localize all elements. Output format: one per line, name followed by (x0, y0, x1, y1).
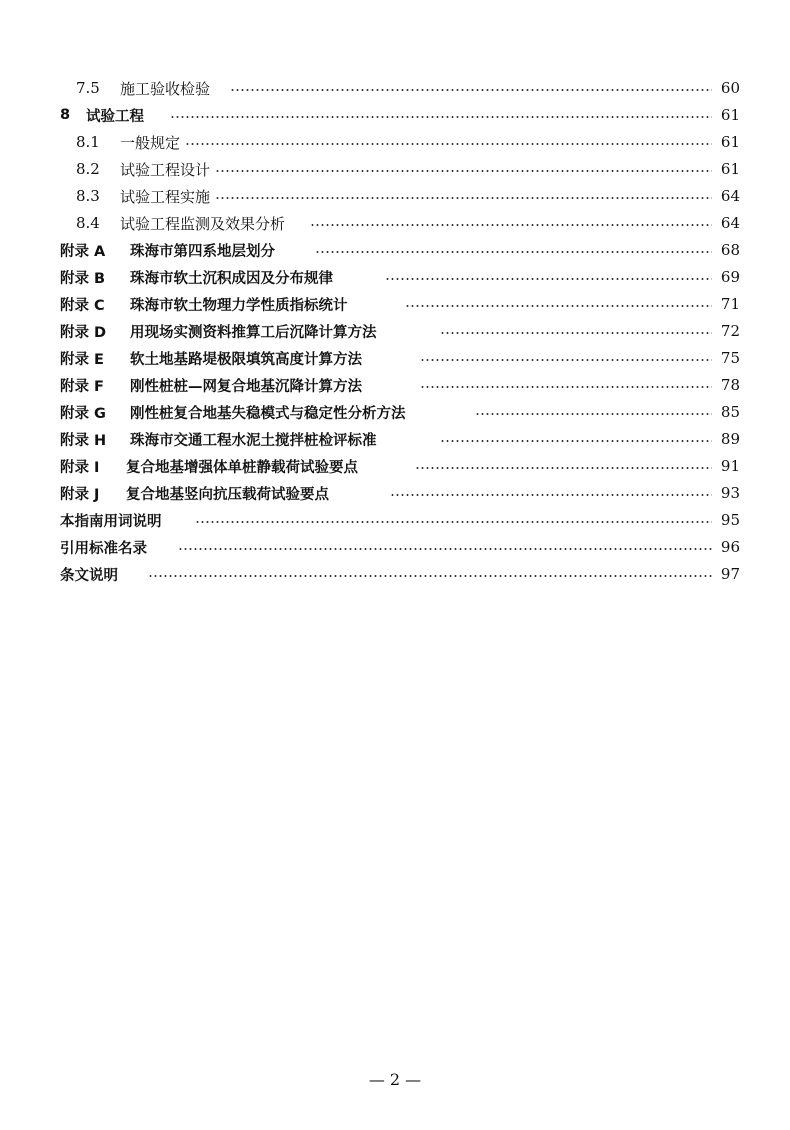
toc-section-title: 珠海市交通工程水泥土搅拌桩检评标准 (130, 429, 380, 450)
toc-leader-dots (170, 116, 712, 118)
toc-section-title: 引用标准名录 (60, 537, 150, 558)
toc-section-number: 附录 I (60, 459, 100, 476)
toc-entry[interactable] (0, 427, 790, 451)
toc-page-number: 60 (718, 79, 740, 97)
toc-entry[interactable] (0, 481, 790, 505)
toc-section-title: 珠海市软土物理力学性质指标统计 (130, 294, 351, 315)
toc-section-title: 试验工程实施 (120, 186, 213, 207)
toc-page-number: 64 (718, 214, 740, 232)
toc-page-number: 61 (718, 106, 740, 124)
toc-section-title: 施工验收检验 (120, 78, 213, 99)
toc-entry[interactable] (0, 292, 790, 316)
toc-section-number: 8.2 (76, 160, 100, 178)
toc-page-number: 85 (718, 403, 740, 421)
toc-section-number: 附录 E (60, 351, 104, 368)
toc-section-number: 7.5 (76, 79, 100, 97)
toc-page-number: 89 (718, 430, 740, 448)
toc-leader-dots (185, 143, 712, 145)
toc-leader-dots (148, 575, 712, 577)
toc-section-number: 附录 G (60, 405, 106, 422)
toc-entry[interactable] (0, 454, 790, 478)
toc-page-number: 61 (718, 133, 740, 151)
toc-section-title: 试验工程 (86, 105, 147, 126)
toc-page-number: 93 (718, 484, 740, 502)
toc-section-number: 8.4 (76, 214, 100, 232)
toc-section-number: 附录 H (60, 432, 107, 449)
toc-section-number: 8.3 (76, 187, 100, 205)
toc-section-title: 一般规定 (120, 132, 183, 153)
toc-entry[interactable] (0, 130, 790, 154)
toc-page-number: 68 (718, 241, 740, 259)
toc-page-number: 72 (718, 322, 740, 340)
toc-leader-dots (405, 305, 712, 307)
toc-section-title: 试验工程监测及效果分析 (120, 213, 288, 234)
toc-leader-dots (310, 224, 712, 226)
toc-entry[interactable] (0, 508, 790, 532)
toc-section-number: 8.1 (76, 133, 100, 151)
toc-page-number: 61 (718, 160, 740, 178)
toc-entry[interactable] (0, 103, 790, 127)
toc-section-title: 试验工程设计 (120, 159, 213, 180)
toc-section-number: 附录 D (60, 324, 107, 341)
toc-section-title: 用现场实测资料推算工后沉降计算方法 (130, 321, 380, 342)
toc-section-number: 附录 A (60, 243, 106, 260)
toc-leader-dots (230, 89, 712, 91)
toc-section-title: 珠海市第四系地层划分 (130, 240, 278, 261)
toc-page-number: 69 (718, 268, 740, 286)
toc-section-title: 条文说明 (60, 564, 121, 585)
toc-page-number: 78 (718, 376, 740, 394)
toc-entry[interactable] (0, 319, 790, 343)
toc-page-number: 64 (718, 187, 740, 205)
toc-leader-dots (215, 170, 712, 172)
toc-page-number: 71 (718, 295, 740, 313)
toc-entry[interactable] (0, 184, 790, 208)
toc-section-title: 复合地基增强体单桩静载荷试验要点 (126, 456, 361, 477)
toc-entry[interactable] (0, 238, 790, 262)
toc-entry[interactable] (0, 265, 790, 289)
toc-section-number: 附录 C (60, 297, 105, 314)
toc-entry[interactable] (0, 562, 790, 586)
toc-leader-dots (420, 359, 712, 361)
toc-section-title: 刚性桩复合地基失稳模式与稳定性分析方法 (130, 402, 409, 423)
toc-page-number: 96 (718, 538, 740, 556)
toc-leader-dots (390, 494, 712, 496)
page-number-footer: — 2 — (368, 1070, 422, 1089)
toc-page-number: 95 (718, 511, 740, 529)
toc-section-title: 刚性桩桩—网复合地基沉降计算方法 (130, 375, 365, 396)
toc-leader-dots (475, 413, 712, 415)
toc-entry[interactable] (0, 535, 790, 559)
toc-entry[interactable] (0, 373, 790, 397)
toc-leader-dots (440, 332, 712, 334)
toc-entry[interactable] (0, 400, 790, 424)
toc-leader-dots (440, 440, 712, 442)
toc-leader-dots (215, 197, 712, 199)
toc-section-title: 珠海市软土沉积成因及分布规律 (130, 267, 336, 288)
toc-section-number: 8 (60, 107, 71, 123)
toc-leader-dots (420, 386, 712, 388)
toc-page-number: 91 (718, 457, 740, 475)
toc-page-number: 97 (718, 565, 740, 583)
toc-section-number: 附录 J (60, 486, 100, 503)
toc-leader-dots (415, 467, 712, 469)
toc-section-title: 复合地基竖向抗压载荷试验要点 (126, 483, 332, 504)
toc-leader-dots (385, 278, 712, 280)
toc-entry[interactable] (0, 76, 790, 100)
toc-entry[interactable] (0, 211, 790, 235)
toc-leader-dots (315, 251, 712, 253)
toc-section-title: 本指南用词说明 (60, 510, 165, 531)
toc-section-number: 附录 B (60, 270, 106, 287)
toc-section-title: 软土地基路堤极限填筑高度计算方法 (130, 348, 365, 369)
toc-leader-dots (195, 521, 712, 523)
toc-section-number: 附录 F (60, 378, 104, 395)
toc-entry[interactable] (0, 157, 790, 181)
toc-entry[interactable] (0, 346, 790, 370)
toc-page-number: 75 (718, 349, 740, 367)
toc-leader-dots (178, 548, 712, 550)
